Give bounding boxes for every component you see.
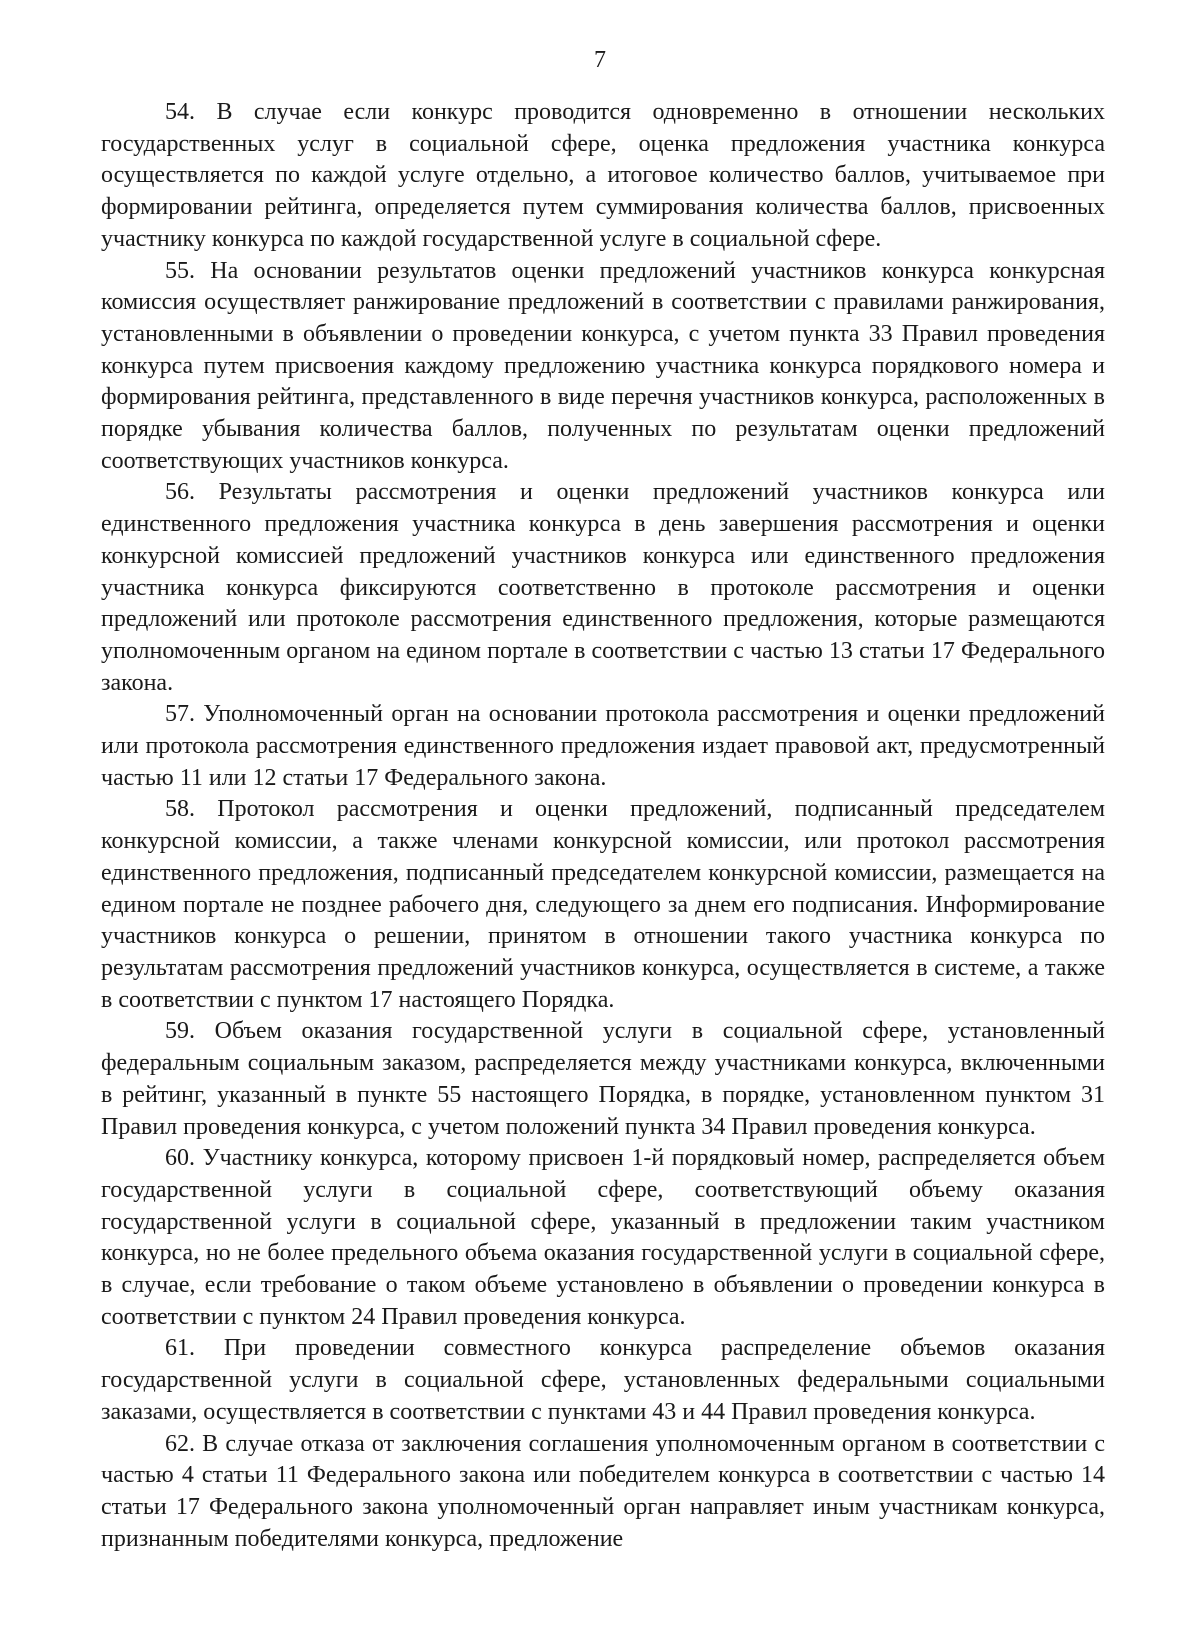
page-number: 7 (594, 47, 606, 73)
paragraph-62: 62. В случае отказа от заключения соглашения уполномоченным органом в соответствии с частью 4 статьи 11 Федерального закона или победителем конкурса в соответствии с частью 14 статьи 17 Федерального закона уполномоченный орган направляет иным участникам конкурса, признанным победителями конкурса, предложение (101, 1430, 1105, 1552)
paragraph-56: 56. Результаты рассмотрения и оценки предложений участников конкурса или единственного предложения участника конкурса в день завершения рассмотрения и оценки конкурсной комиссией предложений участников конкурса или единственного предложения участника конкурса фиксируются соответственно в протоколе рассмотрения и оценки предложений или протоколе рассмотрения единственного предложения, которые размещаются уполномоченным органом на едином портале в соответствии с частью 13 статьи 17 Федерального закона. (101, 479, 1105, 696)
paragraph-60: 60. Участнику конкурса, которому присвоен 1-й порядковый номер, распределяется объем государственной услуги в социальной сфере, соответствующий объему оказания государственной услуги в социальной сфере, указанный в предложении таким участником конкурса, но не более предельного объема оказания государственной услуги в социальной сфере, в случае, если требование о таком объеме установлено в объявлении о проведении конкурса в соответствии с пунктом 24 Правил проведения конкурса. (101, 1145, 1105, 1330)
paragraph-54: 54. В случае если конкурс проводится одновременно в отношении нескольких государственных услуг в социальной сфере, оценка предложения участника конкурса осуществляется по каждой услуге отдельно, а итоговое количество баллов, учитываемое при формировании рейтинга, определяется путем суммирования количества баллов, присвоенных участнику конкурса по каждой государственной услуге в социальной сфере. (101, 99, 1105, 252)
paragraph-59: 59. Объем оказания государственной услуги в социальной сфере, установленный федеральным социальным заказом, распределяется между участниками конкурса, включенными в рейтинг, указанный в пункте 55 настоящего Порядка, в порядке, установленном пунктом 31 Правил проведения конкурса, с учетом положений пункта 34 Правил проведения конкурса. (101, 1018, 1105, 1140)
paragraph-55: 55. На основании результатов оценки предложений участников конкурса конкурсная комиссия осуществляет ранжирование предложений в соответствии с правилами ранжирования, установленными в объявлении о проведении конкурса, с учетом пункта 33 Правил проведения конкурса путем присвоения каждому предложению участника конкурса порядкового номера и формирования рейтинга, представленного в виде перечня участников конкурса, расположенных в порядке убывания количества баллов, полученных по результатам оценки предложений соответствующих участников конкурса. (101, 257, 1105, 474)
paragraph-58: 58. Протокол рассмотрения и оценки предложений, подписанный председателем конкурсной комиссии, а также членами конкурсной комиссии, или протокол рассмотрения единственного предложения, подписанный председателем конкурсной комиссии, размещается на едином портале не позднее рабочего дня, следующего за днем его подписания. Информирование участников конкурса о решении, принятом в отношении такого участника конкурса по результатам рассмотрения предложений участников конкурса, осуществляется в системе, а также в соответствии с пунктом 17 настоящего Порядка. (101, 796, 1105, 1013)
paragraph-61: 61. При проведении совместного конкурса распределение объемов оказания государственной услуги в социальной сфере, установленных федеральными социальными заказами, осуществляется в соответствии с пунктами 43 и 44 Правил проведения конкурса. (101, 1335, 1105, 1425)
document-body (101, 97, 1105, 1555)
paragraph-57: 57. Уполномоченный орган на основании протокола рассмотрения и оценки предложений или протокола рассмотрения единственного предложения издает правовой акт, предусмотренный частью 11 или 12 статьи 17 Федерального закона. (101, 701, 1105, 791)
